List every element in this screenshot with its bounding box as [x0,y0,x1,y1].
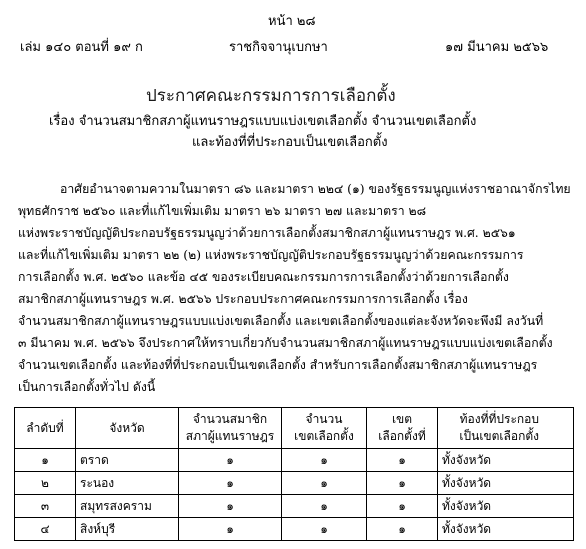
announcement-title: ประกาศคณะกรรมการการเลือกตั้ง [146,86,396,106]
gazette-date: ๑๗ มีนาคม ๒๕๖๖ [445,40,549,55]
body-line-7: จำนวนสมาชิกสภาผู้แทนราษฎรแบบแบ่งเขตเลือกตั้ง และเขตเลือกตั้งของแต่ละจังหวัดจะพึงมี ลงวันที่ [18,314,544,328]
body-line-3: แห่งพระราชบัญญัติประกอบรัฐธรรมนูญว่าด้วยการเลือกตั้งสมาชิกสภาผู้แทนราษฎร พ.ศ. ๒๕๖๑ [18,226,516,240]
cell-members: ๑ [179,518,282,541]
col-header-members [179,408,282,449]
col-header-districts [282,408,367,449]
col-header-district-no [367,408,438,449]
body-line-2: พุทธศักราช ๒๕๖๐ และที่แก้ไขเพิ่มเติม มาตรา ๒๖ มาตรา ๒๗ และมาตรา ๒๘ [18,204,427,218]
subject-line-1: เรื่อง จำนวนสมาชิกสภาผู้แทนราษฎรแบบแบ่งเขตเลือกตั้ง จำนวนเขตเลือกตั้ง [49,114,477,129]
cell-seq: ๒ [15,472,76,495]
col-header-districts-line2: เขตเลือกตั้ง [294,429,354,443]
body-line-10: เป็นการเลือกตั้งทั่วไป ดังนี้ [18,380,156,394]
gazette-name: ราชกิจจานุเบกษา [229,40,328,55]
cell-area: ทั้งจังหวัด [438,449,574,472]
body-line-9: จำนวนเขตเลือกตั้ง และท้องที่ที่ประกอบเป็นเขตเลือกตั้ง สำหรับการเลือกตั้งสมาชิกสภาผู้แทนราษฎร [18,358,538,372]
cell-province: สมุทรสงคราม [76,495,179,518]
cell-members: ๑ [179,472,282,495]
col-header-area-line1: ท้องที่ที่ประกอบ [459,412,539,426]
col-header-members-line2: สภาผู้แทนราษฎร [185,429,275,443]
page-number: หน้า ๒๘ [268,14,316,29]
cell-district-no: ๑ [367,449,438,472]
cell-districts: ๑ [282,495,367,518]
table-row [15,518,574,541]
cell-seq: ๔ [15,518,76,541]
table-row [15,495,574,518]
col-header-members-line1: จำนวนสมาชิก [192,412,268,426]
table-row [15,449,574,472]
district-table [14,407,574,541]
col-header-province: จังหวัด [76,408,179,449]
cell-seq: ๑ [15,449,76,472]
body-line-6: สมาชิกสภาผู้แทนราษฎร พ.ศ. ๒๕๖๖ ประกอบประกาศคณะกรรมการการเลือกตั้ง เรื่อง [18,292,468,306]
subject-line-2: และท้องที่ที่ประกอบเป็นเขตเลือกตั้ง [192,135,388,150]
cell-members: ๑ [179,495,282,518]
cell-seq: ๓ [15,495,76,518]
cell-districts: ๑ [282,518,367,541]
col-header-districts-line1: จำนวน [305,412,343,426]
cell-districts: ๑ [282,449,367,472]
cell-province: สิงห์บุรี [76,518,179,541]
cell-members: ๑ [179,449,282,472]
cell-area: ทั้งจังหวัด [438,495,574,518]
table-row [15,472,574,495]
cell-district-no: ๑ [367,472,438,495]
cell-districts: ๑ [282,472,367,495]
col-header-area [438,408,574,449]
body-line-4: และที่แก้ไขเพิ่มเติม มาตรา ๒๒ (๒) แห่งพระราชบัญญัติประกอบรัฐธรรมนูญว่าด้วยคณะกรรมการ [18,248,524,262]
col-header-seq: ลำดับที่ [15,408,76,449]
gazette-volume: เล่ม ๑๔๐ ตอนที่ ๑๙ ก [20,40,143,55]
body-line-5: การเลือกตั้ง พ.ศ. ๒๕๖๐ และข้อ ๔๕ ของระเบียบคณะกรรมการการเลือกตั้งว่าด้วยการเลือกตั้ง [18,270,509,284]
col-header-area-line2: เป็นเขตเลือกตั้ง [459,429,539,443]
body-line-1: อาศัยอำนาจตามความในมาตรา ๘๖ และมาตรา ๒๒๔ (๑) ของรัฐธรรมนูญแห่งราชอาณาจักรไทย [60,182,571,196]
cell-district-no: ๑ [367,495,438,518]
col-header-district-no-line1: เขต [391,412,413,426]
col-header-district-no-line2: เลือกตั้งที่ [378,429,426,443]
cell-district-no: ๑ [367,518,438,541]
table-header-row [15,408,574,449]
cell-province: ตราด [76,449,179,472]
cell-area: ทั้งจังหวัด [438,472,574,495]
body-line-8: ๓ มีนาคม พ.ศ. ๒๕๖๖ จึงประกาศให้ทราบเกี่ยวกับจำนวนสมาชิกสภาผู้แทนราษฎรแบบแบ่งเขตเลือกตั้ง [18,336,553,350]
cell-province: ระนอง [76,472,179,495]
cell-area: ทั้งจังหวัด [438,518,574,541]
